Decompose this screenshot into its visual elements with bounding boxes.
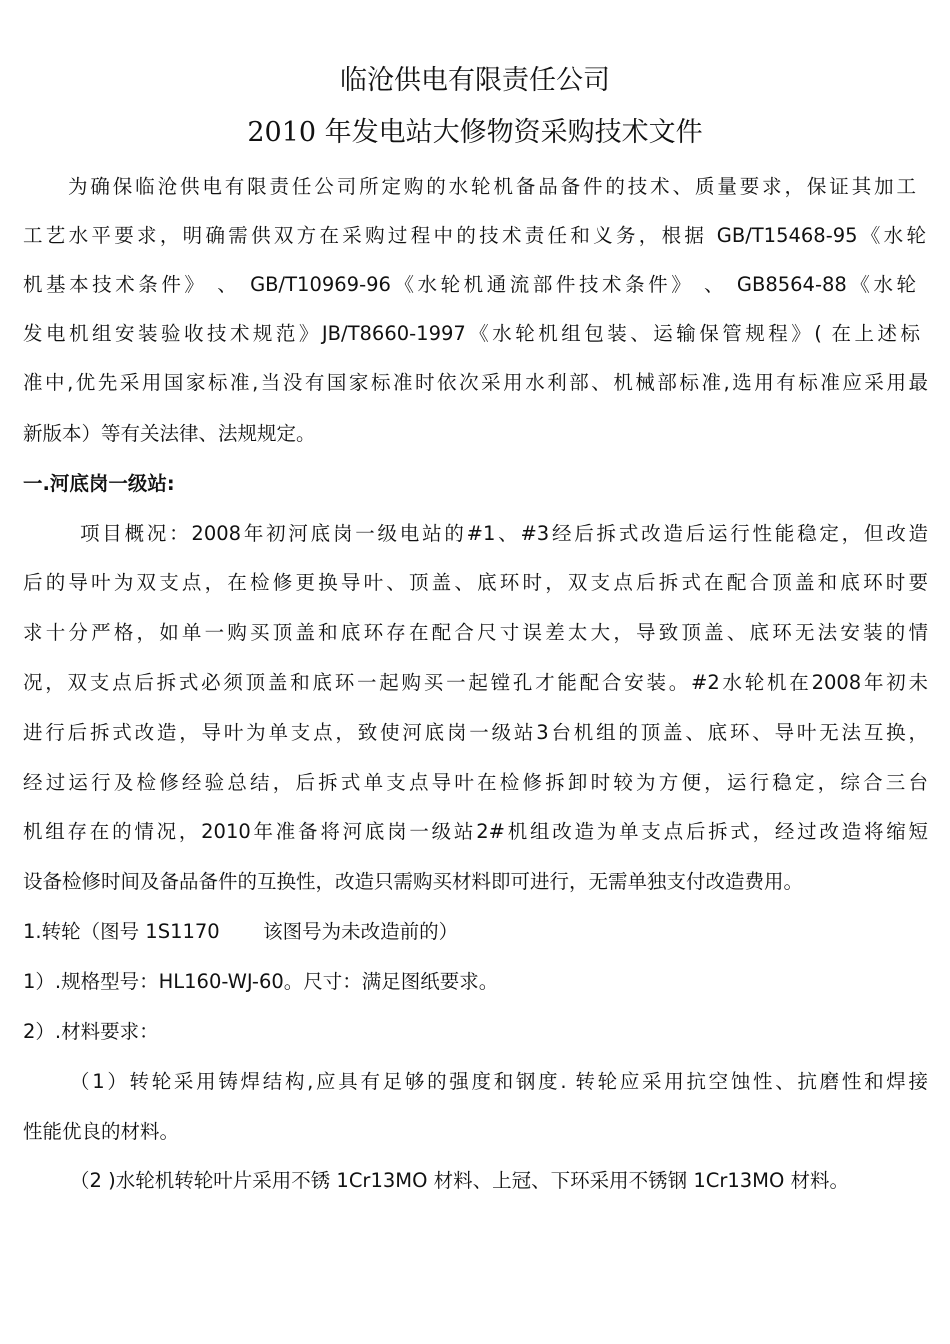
item-line: 2）.材料要求： xyxy=(23,1020,159,1043)
item-line: 1）.规格型号：HL160-WJ-60。尺寸：满足图纸要求。 xyxy=(23,970,499,993)
document-title: 临沧供电有限责任公司 xyxy=(340,65,610,96)
paragraph-line: 进行后拆式改造，导叶为单支点，致使河底岗一级站3台机组的顶盖、底环、导叶无法互换， xyxy=(23,721,928,744)
paragraph-line: 况，双支点后拆式必须顶盖和底环一起购买一起镗孔才能配合安装。#2水轮机在2008年初未 xyxy=(23,671,928,694)
paragraph-line: 发电机组安装验收技术规范》JB/T8660-1997《水轮机组包装、运输保管规程》( 在上述标 xyxy=(23,322,920,345)
paragraph-line: 求十分严格，如单一购买顶盖和底环存在配合尺寸误差太大，导致顶盖、底环无法安装的情 xyxy=(23,621,928,644)
paragraph-line: 机组存在的情况，2010年准备将河底岗一级站2#机组改造为单支点后拆式，经过改造将缩短 xyxy=(23,820,928,843)
paragraph-line: 后的导叶为双支点，在检修更换导叶、顶盖、底环时，双支点后拆式在配合顶盖和底环时要 xyxy=(23,571,928,594)
paragraph-line: 设备检修时间及备品备件的互换性，改造只需购买材料即可进行，无需单独支付改造费用。 xyxy=(23,870,804,893)
paragraph-line: 经过运行及检修经验总结，后拆式单支点导叶在检修拆卸时较为方便，运行稳定，综合三台 xyxy=(23,771,928,794)
paragraph-line: 为确保临沧供电有限责任公司所定购的水轮机备品备件的技术、质量要求，保证其加工 xyxy=(68,175,916,198)
paragraph-line: 项目概况：2008年初河底岗一级电站的#1、#3经后拆式改造后运行性能稳定，但改造 xyxy=(80,522,928,545)
paragraph-line: 机基本技术条件》 、 GB/T10969-96《水轮机通流部件技术条件》 、 GB8564-88《水轮 xyxy=(23,273,916,296)
paragraph-line: 工艺水平要求，明确需供双方在采购过程中的技术责任和义务，根据 GB/T15468-95《水轮 xyxy=(23,224,926,247)
paragraph-line: （1）转轮采用铸焊结构,应具有足够的强度和钢度. 转轮应采用抗空蚀性、抗磨性和焊接 xyxy=(70,1070,928,1093)
paragraph-line: 性能优良的材料。 xyxy=(23,1120,180,1143)
document-subtitle: 2010 年发电站大修物资采购技术文件 xyxy=(247,117,703,148)
item-heading: 1.转轮（图号 1S1170 该图号为未改造前的） xyxy=(23,920,459,943)
paragraph-line: （2 )水轮机转轮叶片采用不锈 1Cr13MO 材料、上冠、下环采用不锈钢 1Cr13MO 材料。 xyxy=(70,1169,850,1192)
section-heading: 一.河底岗一级站: xyxy=(23,472,175,495)
paragraph-line: 新版本）等有关法律、法规规定。 xyxy=(23,422,316,445)
paragraph-line: 准中,优先采用国家标准,当没有国家标准时依次采用水利部、机械部标准,选用有标准应采用最 xyxy=(23,371,928,394)
